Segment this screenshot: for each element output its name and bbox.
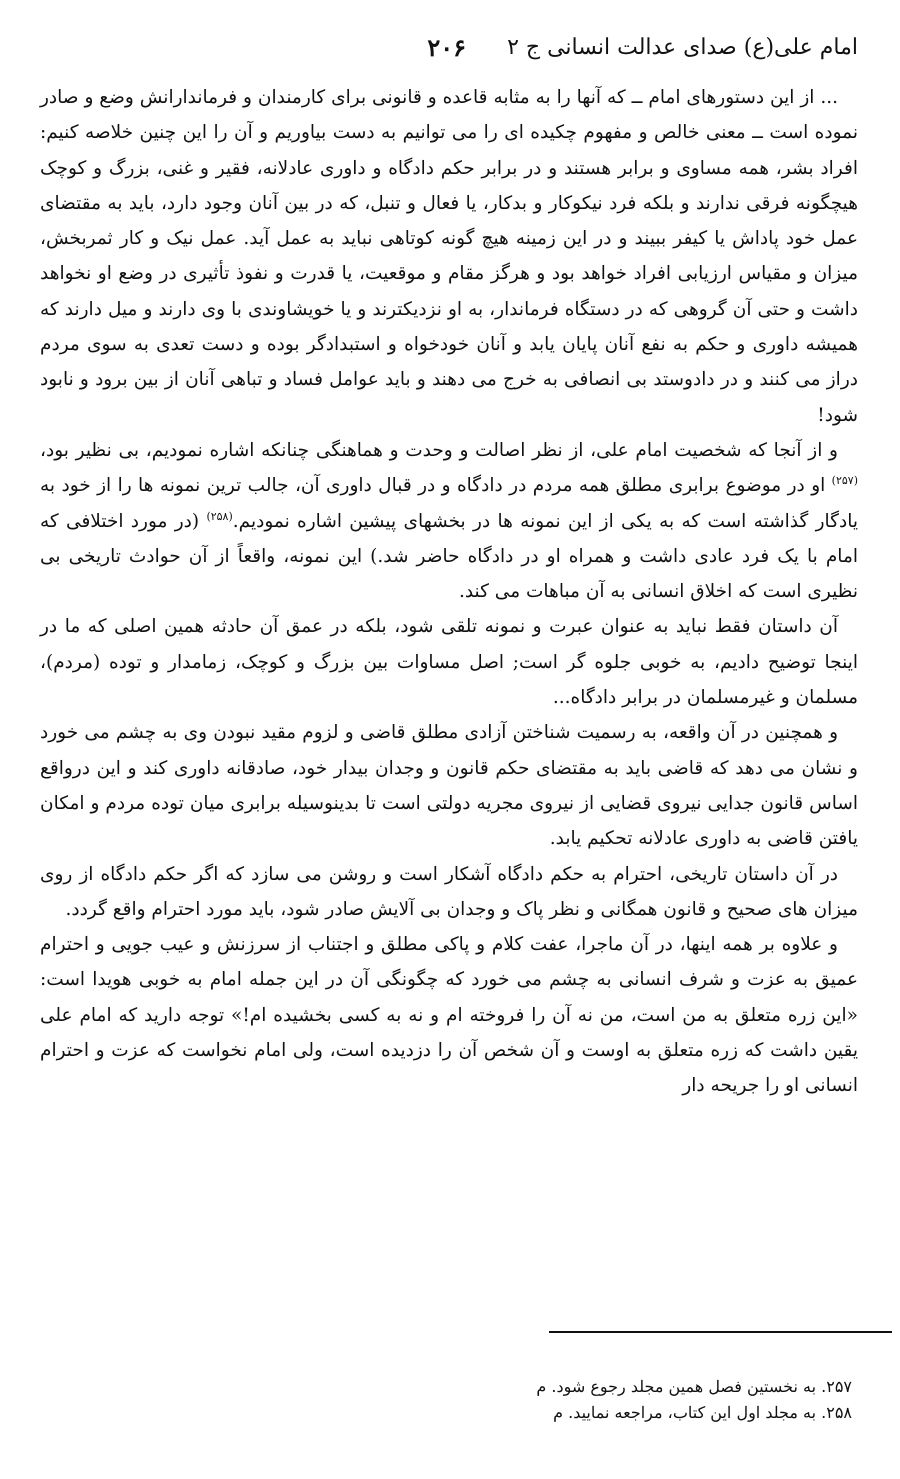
body-text [40, 80, 858, 1104]
footnote-divider [549, 1331, 892, 1333]
paragraph-text: (در مورد اختلافی که امام با یک فرد عادی داشت و همراه او در دادگاه حاضر شد.) این نمونه، واقعاً از آن حوادث تاریخی بی نظیری است که اخلاق انسانی به آن مباهات می کند. [40, 510, 858, 603]
paragraph: ... از این دستورهای امام ــ که آنها را به مثابه قاعده و قانونی برای کارمندان و فرماندارانش وضع و صادر نموده است ــ معنی خالص و مفهوم چکیده ای را می توانیم به دست بیاوریم و آن را این چنین خلاصه کنیم: افراد بشر، همه مساوی و برابر هستند و در برابر حکم دادگاه و داوری عادلانه، فقیر و غنی، بزرگ و کوچک هیچگونه فرقی ندارند و بلکه فرد نیکوکار و بدکار، یا فعال و تنبل، که در بین آنان وجود دارد، باید به مقتضای عمل خود پاداش یا کیفر ببیند و در این زمینه هیچ گونه کوتاهی نباید به عمل آید. عمل نیک و کار ثمربخش، میزان و مقیاس ارزیابی افراد خواهد بود و هرگز مقام و موقعیت، یا قدرت و نفوذ تأثیری در وضع او نخواهد داشت و حتی آن گروهی که در دستگاه فرماندار، به او نزدیکترند و یا خویشاوندی با وی دارند و میل دارند که همیشه داوری و حکم به نفع آنان پایان یابد و آنان خودخواه و استبدادگر بوده و دست تعدی به سوی مردم دراز می کنند و در دادوستد بی انصافی به خرج می دهند و باید عوامل فساد و تباهی آنان از بین برود و نابود شود! [40, 87, 858, 426]
book-page [40, 30, 858, 1104]
paragraph: و علاوه بر همه اینها، در آن ماجرا، عفت کلام و پاکی مطلق و اجتناب از سرزنش و عیب جویی و احترام عمیق به عزت و شرف انسانی به چشم می خورد که چگونگی آن در این جمله امام به خوبی هویدا است: «این زره متعلق به من است، من نه آن را فروخته ام و نه به کسی بخشیده ام!» توجه دارید که امام علی یقین داشت که زره متعلق به اوست و آن شخص آن را دزدیده است، ولی امام نخواست که عزت و احترام انسانی او را جریحه دار [40, 934, 858, 1097]
footnote: ۲۵۷. به نخستین فصل همین مجلد رجوع شود. م [536, 1377, 852, 1396]
paragraph: در آن داستان تاریخی، احترام به حکم دادگاه آشکار است و روشن می سازد که اگر حکم دادگاه از روی میزان های صحیح و قانون همگانی و نظر پاک و وجدان بی آلایش صادر شود، باید مورد احترام واقع گردد. [40, 863, 858, 920]
footnote-reference: (۲۵۷) [831, 474, 858, 488]
footnote-reference: (۲۵۸) [206, 509, 233, 523]
paragraph-text: او در موضوع برابری مطلق همه مردم در دادگاه و در قبال داوری آن، جالب ترین نمونه ها را از خود به یادگار گذاشته است که به یکی از این نمونه ها در بخشهای پیشین اشاره نمودیم. [40, 475, 858, 532]
page-number: ۲۰۶ [427, 33, 466, 62]
footnotes [452, 1374, 852, 1426]
paragraph [40, 433, 858, 609]
paragraph: و همچنین در آن واقعه، به رسمیت شناختن آزادی مطلق قاضی و لزوم مقید نبودن وی به چشم می خورد و نشان می دهد که قاضی باید به مقتضای حکم قانون و وجدان بیدار خود، صادقانه داوری کند و این درواقع اساس قانون جدایی نیروی قضایی از نیروی مجریه دولتی است تا بدینوسیله برابری میان توده مردم و امکان یافتن قاضی به داوری عادلانه تحکیم یابد. [40, 722, 858, 850]
paragraph-text: و از آنجا که شخصیت امام علی، از نظر اصالت و وحدت و هماهنگی چنانکه اشاره نمودیم، بی نظیر بود، [40, 439, 838, 461]
running-title: امام علی(ع) صدای عدالت انسانی ج ۲ [507, 35, 858, 60]
footnote: ۲۵۸. به مجلد اول این کتاب، مراجعه نمایید. م [553, 1403, 852, 1422]
page-header [40, 30, 858, 66]
paragraph: آن داستان فقط نباید به عنوان عبرت و نمونه تلقی شود، بلکه در عمق آن حادثه همین اصلی که ما در اینجا توضیح دادیم، به خوبی جلوه گر است; اصل مساوات بین بزرگ و کوچک، زمامدار و توده (مردم)، مسلمان و غیرمسلمان در برابر دادگاه... [40, 616, 858, 709]
